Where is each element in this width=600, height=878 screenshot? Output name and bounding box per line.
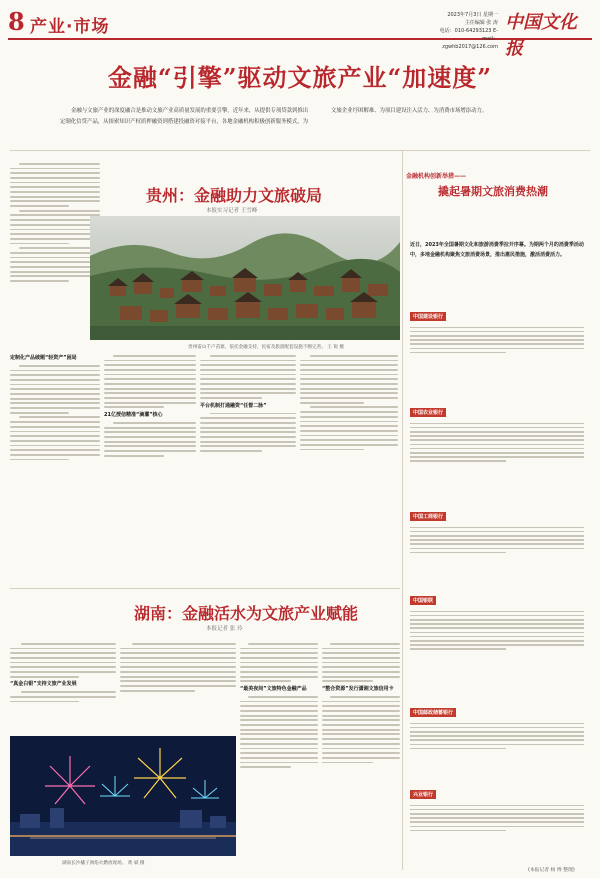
sidebar-tag-2: 中国农业银行 — [410, 408, 446, 417]
sidebar-lead: 近日，2023年全国暑期文化和旅游消费季拉开序幕。为期两个月的消费季活动中，多地金融机构聚焦文旅消费场景，推出惠民措施，激活消费活力。 — [410, 242, 584, 258]
guizhou-column-3 — [200, 352, 296, 582]
newspaper-logo: 中国文化报 — [505, 12, 577, 59]
guizhou-column-1 — [10, 352, 100, 582]
sidebar-title: 撬起暑期文旅消费热潮 — [438, 185, 548, 198]
hunan-title: 湖南：金融活水为文旅产业赋能 — [134, 604, 359, 623]
sidebar-kicker: 金融机构创新举措—— — [406, 173, 467, 180]
hunan-column-1 — [10, 640, 116, 732]
masthead — [8, 7, 592, 59]
sidebar-divider — [402, 150, 403, 870]
sidebar-tag-1: 中国建设银行 — [410, 312, 446, 321]
sidebar-tag-6: 兴业银行 — [410, 790, 436, 799]
sidebar-author: (本报记者 杨 博 整理) — [528, 868, 575, 873]
guizhou-subhead-1: 定制化产品破题“轻资产”困局 — [10, 355, 77, 361]
hunan-subhead-1: “真金白银”支持文旅产业发展 — [10, 681, 77, 688]
page-headline: 金融“引擎”驱动文旅产业“加速度” — [107, 63, 493, 92]
sidebar-paragraph-2 — [410, 420, 584, 464]
guizhou-column-4 — [300, 352, 398, 582]
section-name: 产业·市场 — [30, 17, 110, 37]
section-divider — [10, 588, 400, 589]
lead-divider — [10, 150, 590, 151]
sidebar-paragraph-4 — [410, 608, 584, 652]
guizhou-subhead-3: 平台机制打通融资“任督二脉” — [200, 402, 267, 409]
hunan-subhead-3: “整合资源”发行潇湘文旅信用卡 — [322, 686, 394, 693]
sidebar-paragraph-1 — [410, 324, 584, 356]
guizhou-subhead-2: 21亿授信精准“滴灌”核心 — [104, 412, 163, 419]
hunan-column-4 — [322, 640, 400, 865]
phone-line: 电话：010-64293123 E-mail：zgwhb2017@126.com — [439, 28, 498, 50]
hunan-column-3 — [240, 640, 318, 865]
date-block — [438, 11, 498, 51]
hunan-column-2 — [120, 640, 236, 732]
guizhou-photo-caption: 贵州雷山千户苗寨，依托金融支持，民宿及旅游配套设施不断完善。 王 锐 摄 — [188, 345, 344, 350]
hunan-photo-caption: 湖南长沙橘子洲焰火燃放现场。 黄 斌 摄 — [62, 861, 145, 866]
page-number: 8 — [8, 7, 25, 36]
hunan-subhead-2: “最美夜间”文旅特色金融产品 — [240, 686, 307, 693]
guizhou-byline: 本报实习记者 王雪峰 — [206, 208, 258, 214]
sidebar-paragraph-6 — [410, 802, 584, 834]
sidebar-tag-3: 中国工商银行 — [410, 512, 446, 521]
editor-line: 主任编辑 张 涛 — [464, 20, 498, 26]
hunan-byline: 本报记者 张 玲 — [206, 626, 243, 632]
date-line: 2023年7月3日 星期一 — [447, 12, 498, 18]
guizhou-title: 贵州：金融助力文旅破局 — [146, 186, 323, 205]
hunan-fireworks-photo — [10, 736, 236, 856]
guizhou-village-photo — [90, 216, 400, 340]
sidebar-tag-4: 中国银联 — [410, 596, 436, 605]
sidebar-paragraph-5 — [410, 720, 584, 752]
lead-paragraph: 金融与文旅产业的深度融合是推动文旅产业高质量发展的重要引擎。近年来，从提供专项贷款到推出定制化信贷产品，从探索知识产权质押融资到搭建投融资对接平台，各地金融机构积极创新服务模式，为文旅企业纾困解难、为项目建设注入活力、为消费市场增添动力。 — [60, 108, 488, 125]
guizhou-column-2 — [104, 352, 196, 582]
sidebar-tag-5: 中国邮政储蓄银行 — [410, 708, 456, 717]
sidebar-paragraph-3 — [410, 524, 584, 556]
